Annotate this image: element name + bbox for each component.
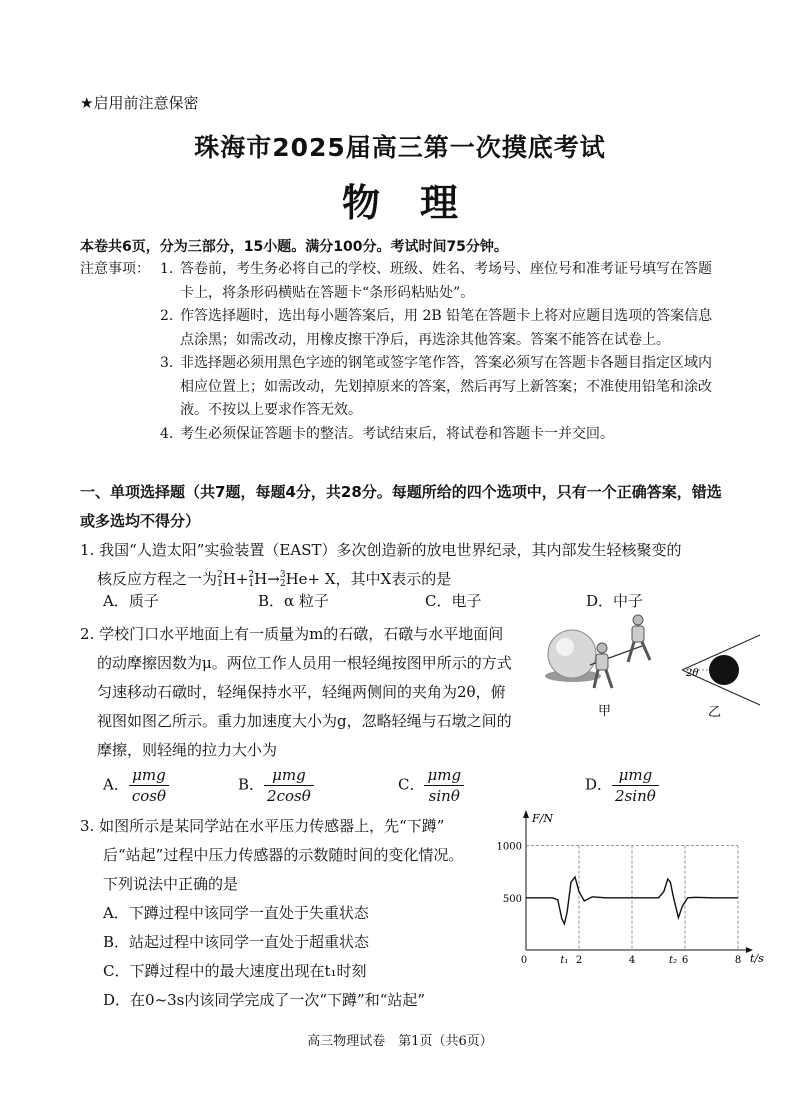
- frac-num: μmg: [612, 765, 659, 786]
- frac-den: 2sinθ: [615, 787, 656, 805]
- q2-option-b: [238, 765, 314, 806]
- x-tick-label: t₂: [669, 955, 678, 966]
- frac-num: μmg: [424, 765, 464, 786]
- eq-h2: H: [254, 570, 268, 588]
- note-number: 4.: [160, 425, 174, 442]
- label-yi: 乙: [708, 705, 722, 720]
- confidential-notice: ★启用前注意保密: [80, 94, 199, 112]
- q1-stem-line1: 1. 我国“人造太阳”实验装置（EAST）多次创造新的放电世界纪录，其内部发生轻核聚变的: [80, 541, 682, 559]
- q1-option-b: B．α 粒子: [258, 592, 329, 610]
- x-tick-label: t₁: [560, 955, 569, 966]
- note-item: [160, 352, 720, 423]
- frac-den: 2cosθ: [267, 787, 311, 805]
- option-fraction: [129, 765, 169, 806]
- q2-option-a: [103, 765, 169, 806]
- isotope-label: 2 1: [217, 570, 223, 589]
- q3-stem-line: 后“站起”过程中压力传感器的示数随时间的变化情况。: [103, 846, 464, 864]
- option-fraction: [612, 765, 659, 806]
- q3-option-c: C．下蹲过程中的最大速度出现在t₁时刻: [103, 962, 367, 980]
- q1-stem-text: 核反应方程之一为: [97, 570, 218, 588]
- eq-h1: H: [222, 570, 236, 588]
- angle-label: 2θ: [686, 668, 699, 679]
- note-text: 作答选择题时，选出每小题答案后，用 2B 铅笔在答题卡上将对应题目选项的答案信息点涂黑；如需改动，用橡皮擦干净后，再选涂其他答案。答案不能答在试卷上。: [180, 308, 713, 348]
- q1-option-c: C．电子: [425, 592, 482, 610]
- frac-num: μmg: [264, 765, 314, 786]
- q1-stem-text: ，其中X表示的是: [335, 570, 452, 588]
- note-number: 2.: [160, 308, 174, 324]
- isotope-label: 3 2: [279, 570, 286, 589]
- x-tick-label: 0: [520, 955, 528, 966]
- page-footer: 高三物理试卷 第1页（共6页）: [307, 1034, 493, 1049]
- frac-num: μmg: [129, 765, 169, 786]
- note-text: 非选择题必须用黑色字迹的钢笔或签字笔作答，答案必须写在答题卡各题目指定区域内相应位置上；如需改动，先划掉原来的答案，然后再写上新答案；不准使用铅笔和涂改液。不按以上要求作答无效。: [180, 355, 712, 418]
- option-letter: C．: [398, 775, 425, 794]
- x-tick-label: 4: [628, 955, 636, 966]
- y-axis-label: F/N: [532, 812, 553, 825]
- section-title: 一、单项选择题（共7题，每题4分，共28分。每题所给的四个选项中，只有一个正确答案，错选或多选均不得分）: [80, 483, 722, 530]
- notes-label: 注意事项：: [80, 261, 150, 277]
- q3-option-d: D．在0~3s内该同学完成了一次“下蹲”和“站起”: [103, 991, 426, 1009]
- q2-stem-line: 匀速移动石礅时，轻绳保持水平，轻绳两侧间的夹角为2θ，俯: [97, 683, 506, 701]
- frac-den: sinθ: [428, 787, 460, 805]
- x-axis-label: t/s: [749, 952, 764, 965]
- y-tick-label: 500: [502, 893, 522, 905]
- stone-ball: [548, 630, 596, 678]
- x-tick-label: 2: [575, 955, 583, 966]
- q2-stem-line: 2. 学校门口水平地面上有一质量为m的石礅，石礅与水平地面间: [80, 625, 504, 643]
- q3-force-chart: [492, 808, 767, 973]
- worker-right: [628, 615, 650, 662]
- option-letter: A．: [103, 775, 129, 794]
- note-item: [160, 423, 720, 447]
- option-fraction: [424, 765, 464, 806]
- q3-option-b: B．站起过程中该同学一直处于超重状态: [103, 933, 370, 951]
- exam-title: 珠海市2025届高三第一次摸底考试: [194, 133, 606, 162]
- note-number: 3.: [160, 355, 174, 371]
- eq-he: He: [285, 570, 308, 588]
- option-letter: D．: [585, 775, 613, 794]
- isotope-label: 2 1: [248, 570, 255, 589]
- eq-plus: +: [235, 570, 249, 588]
- q3-stem-line: 3. 如图所示是某同学站在水平压力传感器上，先“下蹲”: [80, 817, 445, 835]
- x-tick-label: 8: [734, 955, 742, 966]
- q2-stem-line: 视图如图乙所示。重力加速度大小为g，忽略轻绳与石墩之间的: [97, 712, 512, 730]
- note-item: [160, 258, 720, 305]
- q3-stem-line: 下列说法中正确的是: [103, 875, 239, 893]
- stone-topview: [709, 655, 739, 685]
- q3-option-a: A．下蹲过程中该同学一直处于失重状态: [103, 904, 369, 922]
- worker-left: [594, 643, 612, 688]
- q1-option-d: D．中子: [586, 592, 644, 610]
- option-fraction: [264, 765, 314, 806]
- option-letter: B．: [238, 775, 265, 794]
- note-item: [160, 305, 720, 352]
- notes-block: [80, 258, 720, 446]
- exam-summary: 本卷共6页，分为三部分，15小题。满分100分。考试时间75分钟。: [80, 239, 508, 255]
- q2-option-c: [398, 765, 464, 806]
- q2-figure-jia: [540, 610, 670, 720]
- q2-stem-line: 摩擦，则轻绳的拉力大小为: [97, 741, 278, 759]
- y-tick-label: 1000: [496, 841, 522, 853]
- eq-x: + X: [307, 570, 336, 588]
- q2-figure-yi: [670, 630, 780, 720]
- note-text: 考生必须保证答题卡的整洁。考试结束后，将试卷和答题卡一并交回。: [180, 425, 614, 442]
- note-text: 答卷前，考生务必将自己的学校、班级、姓名、考场号、座位号和准考证号填写在答题卡上，将条形码横贴在答题卡“条形码粘贴处”。: [180, 261, 712, 301]
- q2-option-d: [585, 765, 659, 806]
- y-axis-arrow: [523, 810, 529, 818]
- label-jia: 甲: [598, 704, 612, 719]
- x-tick-label: 6: [681, 955, 689, 966]
- frac-den: cosθ: [131, 787, 167, 805]
- note-number: 1.: [160, 261, 174, 277]
- eq-arrow: →: [267, 570, 280, 588]
- q2-stem-line: 的动摩擦因数为μ。两位工作人员用一根轻绳按图甲所示的方式: [97, 654, 512, 672]
- stone-highlight: [556, 638, 574, 656]
- subject-title: 物理: [341, 181, 498, 225]
- q1-equation: [217, 570, 336, 588]
- q1-option-a: A．质子: [103, 592, 159, 610]
